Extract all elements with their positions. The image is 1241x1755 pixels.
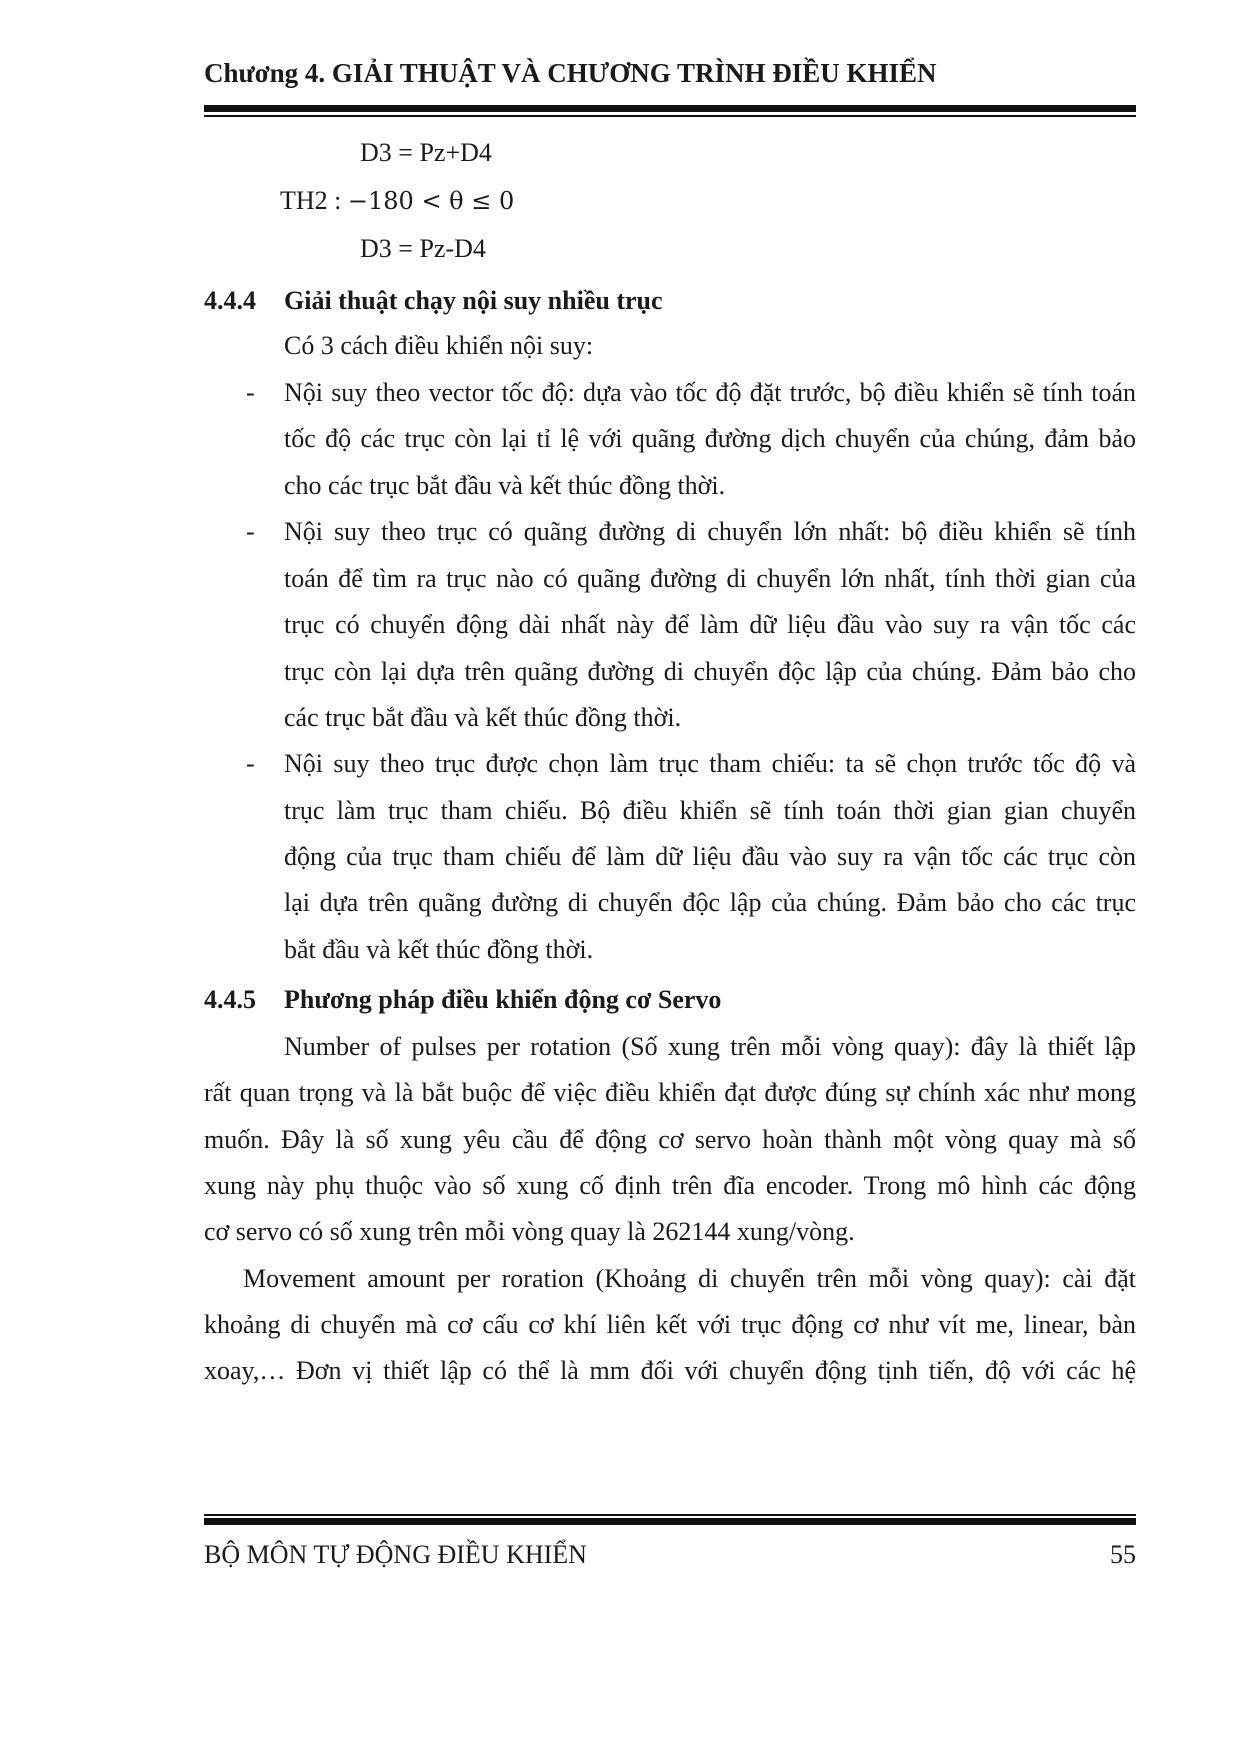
bullet-2-line-4: trục còn lại dựa trên quãng đường di chuyển độc lập của chúng. Đảm bảo cho [284,657,1136,686]
para1-line-2: rất quan trọng và là bắt buộc để việc điều khiển đạt được đúng sự chính xác như mong [204,1078,1136,1107]
header-rule-thin [204,115,1136,117]
bullet-2-line-5: các trục bắt đầu và kết thúc đồng thời. [284,703,682,732]
bullet-3-line-5: bắt đầu và kết thúc đồng thời. [284,935,594,964]
para1-line-4: xung này phụ thuộc vào số xung cố định trên đĩa encoder. Trong mô hình các động [204,1171,1136,1200]
bullet-3-line-3: động của trục tham chiếu để làm dữ liệu đầu vào suy ra vận tốc các trục còn [284,842,1136,871]
case-th2-label: TH2 : [280,186,342,215]
bullet-3-line-4: lại dựa trên quãng đường di chuyển độc lập của chúng. Đảm bảo cho các trục [284,888,1136,917]
bullet-2-line-3: trục có chuyển động dài nhất này để làm dữ liệu đầu vào suy ra vận tốc các [284,610,1136,639]
section-heading-445 [204,987,721,1013]
footer-department: BỘ MÔN TỰ ĐỘNG ĐIỀU KHIỂN [204,1540,587,1569]
para1-line-3: muốn. Đây là số xung yêu cầu để động cơ servo hoàn thành một vòng quay mà số [204,1125,1136,1154]
bullet-marker-3: - [246,749,255,778]
bullet-marker-2: - [246,517,255,546]
header-rule-thick [204,105,1136,112]
bullet-3-line-2: trục làm trục tham chiếu. Bộ điều khiển sẽ tính toán thời gian gian chuyển [284,796,1136,825]
para2-line-2: khoảng di chuyển mà cơ cấu cơ khí liên kết với trục động cơ như vít me, linear, bàn [204,1310,1136,1339]
bullet-2-line-1: Nội suy theo trục có quãng đường di chuyển lớn nhất: bộ điều khiển sẽ tính [284,517,1136,546]
para2-line-1: Movement amount per roration (Khoảng di chuyển trên mỗi vòng quay): cài đặt [243,1264,1136,1293]
page-number: 55 [1110,1540,1136,1569]
section-number-445: 4.4.5 [204,985,256,1014]
case-th2-condition: −180 < θ ≤ 0 [347,187,515,215]
section-intro: Có 3 cách điều khiển nội suy: [284,331,594,360]
section-title-445: Phương pháp điều khiển động cơ Servo [284,985,722,1014]
para1-line-5: cơ servo có số xung trên mỗi vòng quay là 262144 xung/vòng. [204,1217,855,1246]
bullet-1-line-2: tốc độ các trục còn lại tỉ lệ với quãng đường dịch chuyển của chúng, đảm bảo [284,424,1136,453]
section-title-444: Giải thuật chạy nội suy nhiều trục [284,286,663,315]
para2-line-3: xoay,… Đơn vị thiết lập có thể là mm đối với chuyển động tịnh tiến, độ với các hệ [204,1356,1136,1385]
section-number-444: 4.4.4 [204,286,256,315]
section-heading-444 [204,288,663,314]
footer-rule-thick [204,1518,1136,1525]
case-th2 [280,188,514,214]
bullet-marker-1: - [246,378,255,407]
bullet-1-line-3: cho các trục bắt đầu và kết thúc đồng thời. [284,471,726,500]
equation-d3-minus: D3 = Pz-D4 [360,234,486,263]
bullet-2-line-2: toán để tìm ra trục nào có quãng đường di chuyển lớn nhất, tính thời gian của [284,564,1136,593]
bullet-1-line-1: Nội suy theo vector tốc độ: dựa vào tốc độ đặt trước, bộ điều khiển sẽ tính toán [284,378,1136,407]
equation-d3-plus: D3 = Pz+D4 [360,138,492,167]
para1-line-1: Number of pulses per rotation (Số xung trên mỗi vòng quay): đây là thiết lập [284,1032,1136,1061]
bullet-3-line-1: Nội suy theo trục được chọn làm trục tham chiếu: ta sẽ chọn trước tốc độ và [284,749,1136,778]
footer-rule-thin [204,1514,1136,1516]
page-header-title: Chương 4. GIẢI THUẬT VÀ CHƯƠNG TRÌNH ĐIỀU KHIỂN [204,58,937,88]
